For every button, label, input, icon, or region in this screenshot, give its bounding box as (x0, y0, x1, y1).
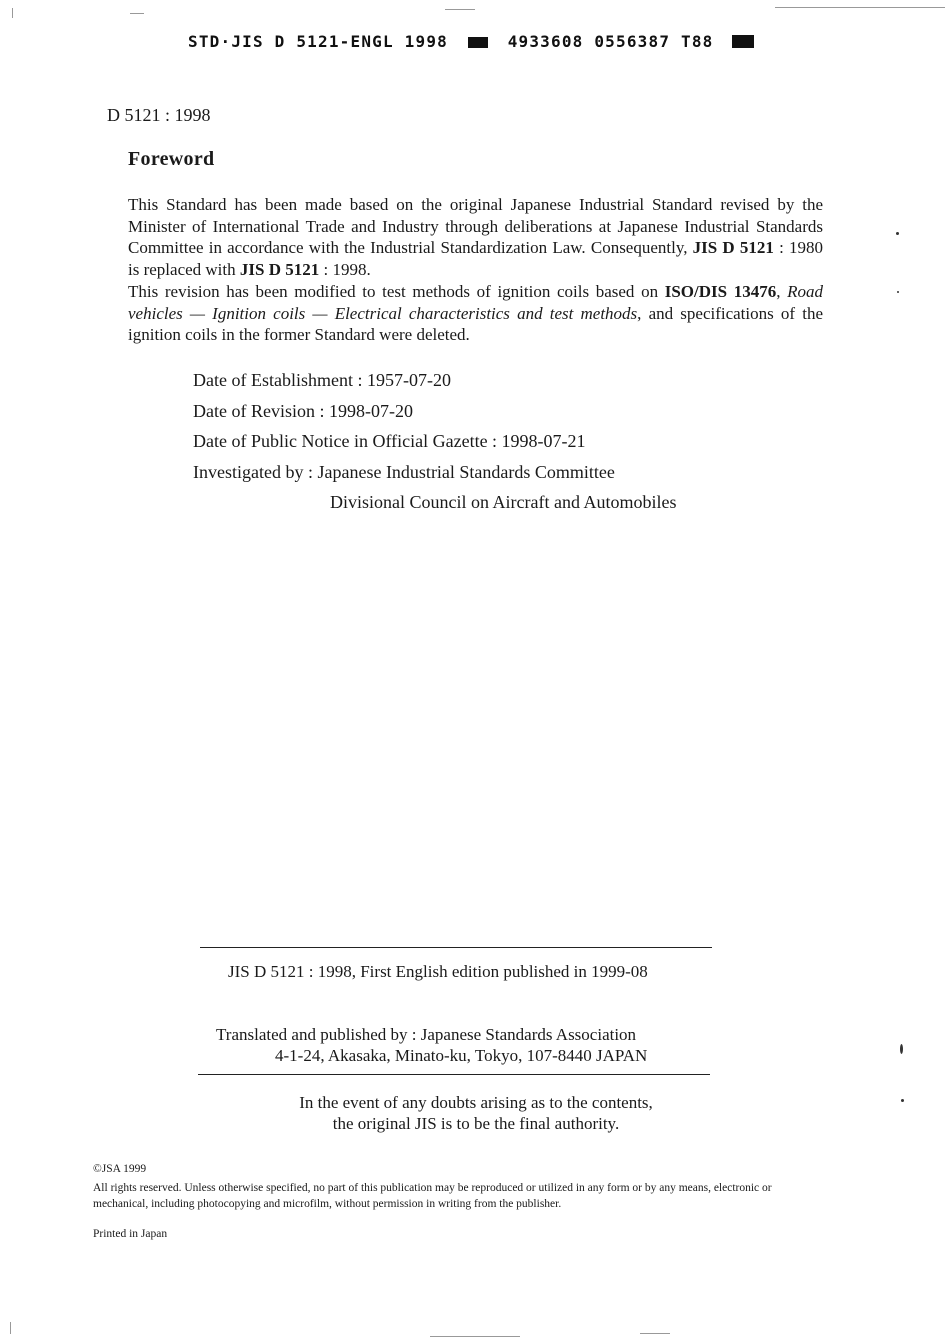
p2-iso-title: Road vehicles — Ignition coils — Electrical characteristics and test methods (128, 282, 823, 323)
p2-text: This revision has been modified to test methods of ignition coils based on (128, 282, 665, 301)
printed-in: Printed in Japan (93, 1228, 168, 1240)
p2-iso-reference: ISO/DIS 13476 (664, 282, 777, 301)
translated-by: Translated and published by : Japanese Standards Association (216, 1025, 637, 1044)
foreword-heading: Foreword (128, 148, 215, 170)
divider-bottom (198, 1074, 710, 1075)
scan-speck (900, 1044, 903, 1054)
scan-header (188, 32, 788, 51)
scan-artifact (10, 1322, 11, 1334)
scan-speck (896, 232, 899, 235)
investigated-by: Investigated by : Japanese Industrial Standards Committee (193, 461, 615, 482)
scan-artifact (775, 7, 945, 8)
copyright: ©JSA 1999 (93, 1163, 147, 1175)
header-middle-code: 4933608 0556387 T88 (507, 32, 714, 51)
publisher-address: 4-1-24, Akasaka, Minato-ku, Tokyo, 107-8440 JAPAN (275, 1046, 648, 1065)
barcode-block-end-icon (732, 35, 754, 48)
translated-by-block (216, 1024, 647, 1066)
p1-text-end: : 1998. (319, 259, 371, 279)
scan-speck (901, 1099, 904, 1102)
foreword-paragraph-2 (128, 281, 823, 346)
scan-speck (897, 291, 899, 293)
foreword-paragraph-1 (128, 194, 823, 280)
barcode-block-icon (468, 37, 488, 48)
authority-note-line-1: In the event of any doubts arising as to the contents, (299, 1093, 653, 1112)
header-left-code: STD·JIS D 5121-ENGL 1998 (188, 32, 448, 51)
p2-comma: , (776, 282, 788, 301)
scan-artifact (130, 13, 144, 14)
scan-artifact (430, 1336, 520, 1337)
date-revision: Date of Revision : 1998-07-20 (193, 400, 413, 421)
divisional-council: Divisional Council on Aircraft and Automobiles (330, 492, 677, 512)
scan-artifact (640, 1333, 670, 1334)
divider-top (200, 947, 712, 948)
authority-note (200, 1092, 752, 1134)
date-establishment: Date of Establishment : 1957-07-20 (193, 370, 451, 390)
p1-standard-old: JIS D 5121 (692, 238, 774, 257)
date-public-notice: Date of Public Notice in Official Gazette : 1998-07-21 (193, 431, 586, 451)
p2-text-end: , and specifications of the ignition coils in the former Standard were deleted. (128, 303, 823, 344)
document-number: D 5121 : 1998 (107, 105, 211, 125)
rights-notice: All rights reserved. Unless otherwise specified, no part of this publication may be reproduced or utilized in any form or by any means, electronic or mechanical, including photocopying and microfilm, without permission in writing from the publisher. (93, 1182, 772, 1210)
dates-block (193, 365, 676, 518)
authority-note-line-2: the original JIS is to be the final authority. (332, 1114, 620, 1133)
p1-text-mid: : 1980 is replaced with (128, 238, 823, 279)
scan-artifact (445, 9, 475, 10)
scan-artifact (12, 8, 13, 18)
p1-standard-new: JIS D 5121 (239, 259, 320, 279)
p1-text: This Standard has been made based on the original Japanese Industrial Standard revised by the Minister of International Trade and Industry through deliberations at Japanese Industrial Standards Committee in accordance with the Industrial Standardization Law. Consequently, (128, 195, 823, 257)
edition-note: JIS D 5121 : 1998, First English edition published in 1999-08 (228, 962, 648, 981)
